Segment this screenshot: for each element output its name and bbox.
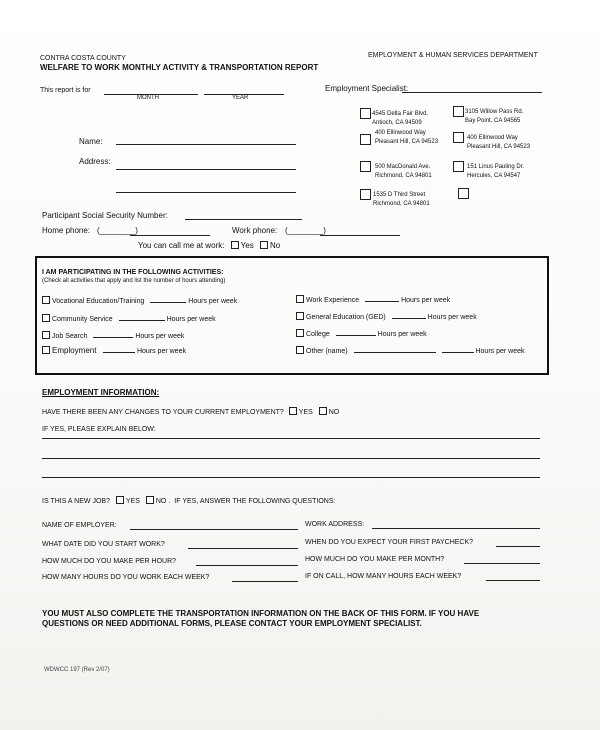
office-5-city: Richmond, CA 94801 — [375, 173, 432, 179]
explain-line-3[interactable] — [42, 477, 540, 478]
call-no-label: No — [269, 241, 281, 250]
office-3-city: Pleasant Hill, CA 94523 — [375, 139, 439, 145]
office-checkbox-7[interactable] — [360, 189, 371, 200]
office-6-city: Hercules, CA 94547 — [467, 173, 521, 179]
job-search-label: Job Search — [52, 333, 88, 340]
home-phone-input[interactable] — [130, 235, 210, 236]
pay-hour-label: HOW MUCH DO YOU MAKE PER HOUR? — [42, 558, 177, 565]
college-hours-label: Hours per week — [377, 331, 427, 338]
ssn-input[interactable] — [185, 219, 302, 220]
form-title: WELFARE TO WORK MONTHLY ACTIVITY & TRANSPORTATION REPORT — [40, 63, 319, 72]
call-at-work-label: You can call me at work: — [138, 241, 225, 250]
other-hours-label: Hours per week — [475, 348, 525, 355]
on-call-hours-label: IF ON CALL, HOW MANY HOURS EACH WEEK? — [305, 573, 462, 580]
office-1-street: 4545 Delta Fair Blvd. — [372, 111, 429, 117]
other-checkbox[interactable] — [296, 346, 304, 354]
hours-week-label: HOW MANY HOURS DO YOU WORK EACH WEEK? — [42, 574, 210, 581]
on-call-hours-input[interactable] — [486, 580, 540, 581]
activity-vocational — [42, 296, 237, 305]
vocational-hours-input[interactable] — [150, 302, 186, 303]
office-2 — [465, 108, 523, 126]
address-line-2-input[interactable] — [116, 192, 296, 193]
first-paycheck-input[interactable] — [496, 546, 540, 547]
ged-label: General Education (GED) — [306, 314, 386, 321]
first-paycheck-label: WHEN DO YOU EXPECT YOUR FIRST PAYCHECK? — [305, 539, 474, 546]
office-checkbox-4[interactable] — [453, 132, 464, 143]
explain-line-1[interactable] — [42, 438, 540, 439]
office-4-city: Pleasant Hill, CA 94523 — [467, 144, 531, 150]
ssn-label: Participant Social Security Number: — [42, 211, 168, 220]
employment-heading: EMPLOYMENT INFORMATION: — [42, 388, 160, 397]
office-2-city: Bay Point, CA 94565 — [465, 118, 521, 124]
activity-employment — [42, 346, 186, 355]
changes-question — [42, 407, 339, 416]
community-hours-input[interactable] — [119, 320, 165, 321]
office-1 — [372, 110, 428, 128]
office-5 — [375, 163, 432, 181]
form-code: WDWCC 197 (Rev 2/07) — [44, 667, 110, 673]
work-experience-checkbox[interactable] — [296, 295, 304, 303]
name-label: Name: — [79, 137, 103, 146]
new-job-no-checkbox[interactable] — [146, 496, 154, 504]
community-checkbox[interactable] — [42, 314, 50, 322]
new-job-yes-checkbox[interactable] — [116, 496, 124, 504]
college-label: College — [306, 331, 330, 338]
community-hours-label: Hours per week — [166, 316, 216, 323]
explain-line-2[interactable] — [42, 458, 540, 459]
college-checkbox[interactable] — [296, 329, 304, 337]
year-caption: YEAR — [232, 95, 249, 101]
activity-ged — [296, 312, 477, 321]
new-job-no-label: NO — [155, 498, 167, 505]
other-name-input[interactable] — [354, 352, 436, 353]
college-hours-input[interactable] — [336, 335, 376, 336]
office-7 — [373, 191, 430, 209]
new-job-yes-label: YES — [125, 498, 140, 505]
specialist-label: Employment Specialist: — [325, 84, 409, 93]
activities-subheading: (Check all activities that apply and list the number of hours attending) — [42, 278, 226, 284]
employment-hours-input[interactable] — [103, 352, 135, 353]
specialist-input[interactable] — [402, 92, 542, 93]
employment-label: Employment — [52, 346, 97, 355]
hours-week-input[interactable] — [232, 581, 298, 582]
office-3-street: 400 Ellinwood Way — [375, 130, 426, 136]
employer-name-label: NAME OF EMPLOYER: — [42, 522, 117, 529]
work-experience-hours-label: Hours per week — [401, 297, 451, 304]
changes-yes-label: YES — [298, 409, 313, 416]
office-checkbox-5[interactable] — [360, 161, 371, 172]
office-checkbox-8[interactable] — [458, 188, 469, 199]
other-hours-input[interactable] — [442, 352, 474, 353]
activities-heading: I AM PARTICIPATING IN THE FOLLOWING ACTIVITIES: — [42, 269, 224, 276]
name-input[interactable] — [116, 144, 296, 145]
ged-hours-label: Hours per week — [427, 314, 477, 321]
new-job-label: IS THIS A NEW JOB? — [42, 498, 110, 505]
office-2-street: 3105 Willow Pass Rd. — [465, 109, 524, 115]
start-date-label: WHAT DATE DID YOU START WORK? — [42, 541, 165, 548]
work-phone-area: (________) — [285, 226, 326, 235]
home-phone-label: Home phone: — [42, 226, 91, 235]
call-no-checkbox[interactable] — [260, 241, 268, 249]
pay-hour-input[interactable] — [196, 565, 298, 566]
new-job-question: IS THIS A NEW JOB? YES NO . IF YES, ANSWER THE FOLLOWING QUESTIONS: — [42, 498, 336, 505]
activity-other — [296, 346, 525, 355]
department-label: EMPLOYMENT & HUMAN SERVICES DEPARTMENT — [368, 52, 538, 59]
work-address-input[interactable] — [372, 528, 540, 529]
activity-work-experience — [296, 295, 450, 304]
office-1-city: Antioch, CA 94509 — [372, 120, 422, 126]
ged-hours-input[interactable] — [392, 318, 426, 319]
employment-checkbox[interactable] — [42, 346, 50, 354]
month-caption: MONTH — [137, 95, 159, 101]
work-experience-hours-input[interactable] — [365, 301, 399, 302]
office-4 — [467, 134, 530, 152]
office-5-street: 500 MacDonald Ave. — [375, 164, 431, 170]
job-search-hours-input[interactable] — [93, 337, 133, 338]
notice-line-2: QUESTIONS OR NEED ADDITIONAL FORMS, PLEASE CONTACT YOUR EMPLOYMENT SPECIALIST. — [42, 619, 422, 628]
community-label: Community Service — [52, 316, 113, 323]
vocational-hours-label: Hours per week — [188, 298, 238, 305]
changes-question-label: HAVE THERE BEEN ANY CHANGES TO YOUR CURRENT EMPLOYMENT? — [42, 409, 284, 416]
new-job-follow-label: IF YES, ANSWER THE FOLLOWING QUESTIONS: — [174, 498, 336, 505]
county-label: CONTRA COSTA COUNTY — [40, 55, 126, 62]
employment-hours-label: Hours per week — [136, 348, 186, 355]
call-yes-label: Yes — [240, 241, 254, 250]
pay-month-input[interactable] — [464, 563, 540, 564]
changes-no-checkbox[interactable] — [319, 407, 327, 415]
report-for-label: This report is for — [40, 87, 91, 94]
explain-label: IF YES, PLEASE EXPLAIN BELOW: — [42, 426, 156, 433]
job-search-checkbox[interactable] — [42, 331, 50, 339]
activity-college — [296, 329, 427, 338]
office-6 — [467, 163, 524, 181]
changes-no-label: NO — [328, 409, 340, 416]
home-phone-area: (________) — [97, 226, 138, 235]
office-7-city: Richmond, CA 94801 — [373, 201, 430, 207]
address-label: Address: — [79, 157, 111, 166]
work-phone-input[interactable] — [320, 235, 400, 236]
ged-checkbox[interactable] — [296, 312, 304, 320]
work-experience-label: Work Experience — [306, 297, 360, 304]
office-checkbox-1[interactable] — [360, 108, 371, 119]
start-date-input[interactable] — [188, 548, 298, 549]
work-phone-label: Work phone: — [232, 226, 278, 235]
office-4-street: 400 Ellinwood Way — [467, 135, 518, 141]
office-checkbox-2[interactable] — [453, 106, 464, 117]
call-yes-checkbox[interactable] — [231, 241, 239, 249]
office-3 — [375, 129, 438, 147]
employer-name-input[interactable] — [130, 529, 298, 530]
vocational-checkbox[interactable] — [42, 296, 50, 304]
pay-month-label: HOW MUCH DO YOU MAKE PER MONTH? — [305, 556, 445, 563]
notice-line-1: YOU MUST ALSO COMPLETE THE TRANSPORTATION INFORMATION ON THE BACK OF THIS FORM. IF YOU HAVE — [42, 609, 480, 618]
office-checkbox-6[interactable] — [453, 161, 464, 172]
office-7-street: 1535 D Third Street — [373, 192, 426, 198]
other-label: Other (name) — [306, 348, 348, 355]
changes-yes-checkbox[interactable] — [289, 407, 297, 415]
office-6-street: 151 Linus Pauling Dr. — [467, 164, 525, 170]
work-address-label: WORK ADDRESS: — [305, 521, 365, 528]
activity-community — [42, 314, 216, 323]
activity-job-search — [42, 331, 184, 340]
address-line-1-input[interactable] — [116, 169, 296, 170]
call-at-work — [138, 241, 280, 250]
job-search-hours-label: Hours per week — [135, 333, 185, 340]
office-checkbox-3[interactable] — [360, 134, 371, 145]
vocational-label: Vocational Education/Training — [52, 298, 145, 305]
